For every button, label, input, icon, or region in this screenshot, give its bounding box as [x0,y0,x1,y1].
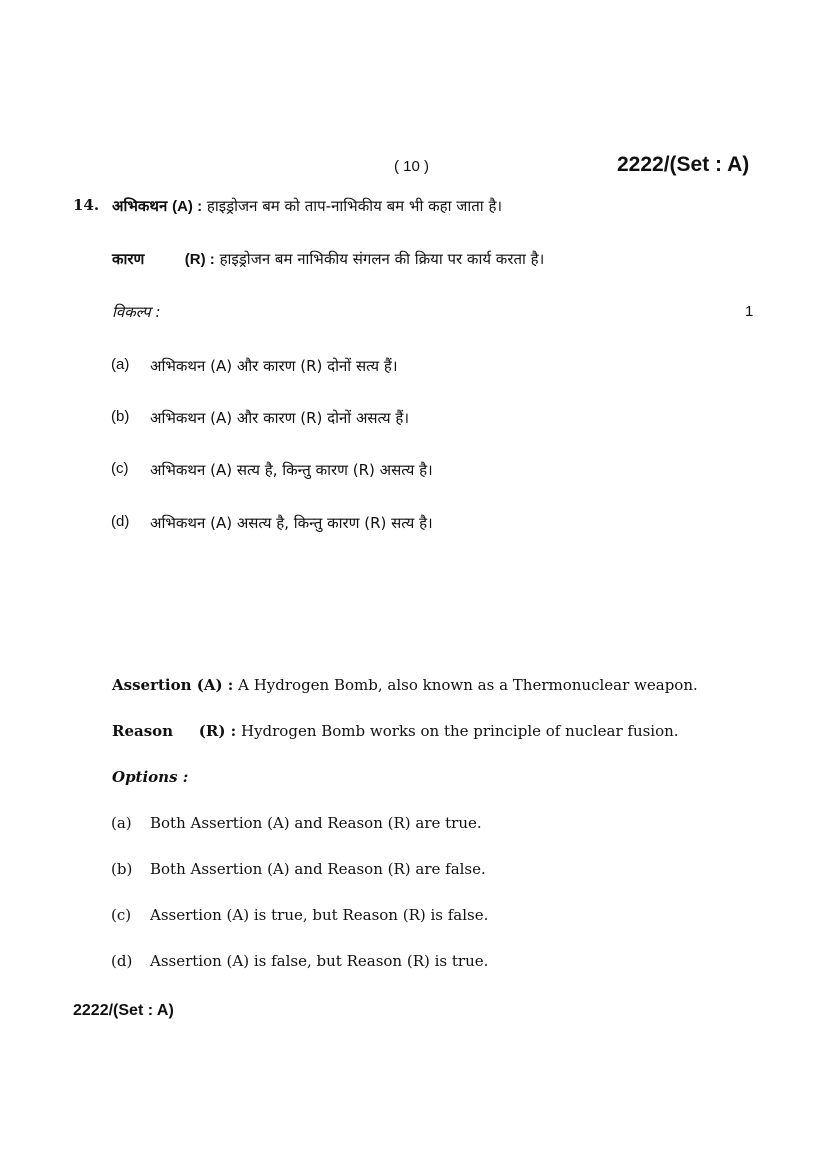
paper-code-header: 2222/(Set : A) [617,153,750,176]
option-label: (c) [111,460,129,477]
option-text: Both Assertion (A) and Reason (R) are true. [150,814,482,832]
marks: 1 [745,303,754,320]
option-label: (d) [111,513,130,530]
option-label: (c) [111,906,132,924]
hindi-reason-marker: (R) : [184,251,215,268]
option-label: (b) [111,408,130,425]
option-text: अभिकथन (A) और कारण (R) दोनों सत्य हैं। [150,357,398,375]
english-options-heading: Options : [112,768,189,786]
english-reason [112,722,679,740]
option-text: Assertion (A) is false, but Reason (R) is true. [150,952,489,970]
english-assertion-text: A Hydrogen Bomb, also known as a Thermonuclear weapon. [238,676,698,694]
english-reason-label: Reason [112,722,174,740]
english-assertion-label: Assertion (A) : [112,676,234,694]
option-label: (a) [111,814,132,832]
english-reason-marker: (R) : [198,722,237,740]
option-text: अभिकथन (A) असत्य है, किन्तु कारण (R) सत्य है। [150,514,433,532]
option-text: Both Assertion (A) and Reason (R) are false. [150,860,486,878]
hindi-reason-label: कारण [112,250,145,268]
english-reason-text: Hydrogen Bomb works on the principle of nuclear fusion. [240,722,679,740]
option-text: अभिकथन (A) सत्य है, किन्तु कारण (R) असत्य है। [150,461,433,479]
option-label: (a) [111,356,130,373]
option-label: (b) [111,860,133,878]
hindi-reason [112,249,544,269]
option-text: Assertion (A) is true, but Reason (R) is false. [150,906,489,924]
hindi-assertion-marker: (A) : [172,198,203,215]
hindi-options-heading: विकल्प : [112,303,161,321]
english-assertion [112,676,698,694]
hindi-assertion [112,196,502,216]
paper-code-footer: 2222/(Set : A) [73,1002,174,1019]
question-number: 14. [73,196,100,214]
option-label: (d) [111,952,133,970]
hindi-assertion-label: अभिकथन [112,197,168,215]
page-number: ( 10 ) [394,158,430,175]
hindi-assertion-text: हाइड्रोजन बम को ताप-नाभिकीय बम भी कहा जाता है। [206,197,503,215]
hindi-reason-text: हाइड्रोजन बम नाभिकीय संगलन की क्रिया पर कार्य करता है। [219,250,545,268]
option-text: अभिकथन (A) और कारण (R) दोनों असत्य हैं। [150,409,410,427]
